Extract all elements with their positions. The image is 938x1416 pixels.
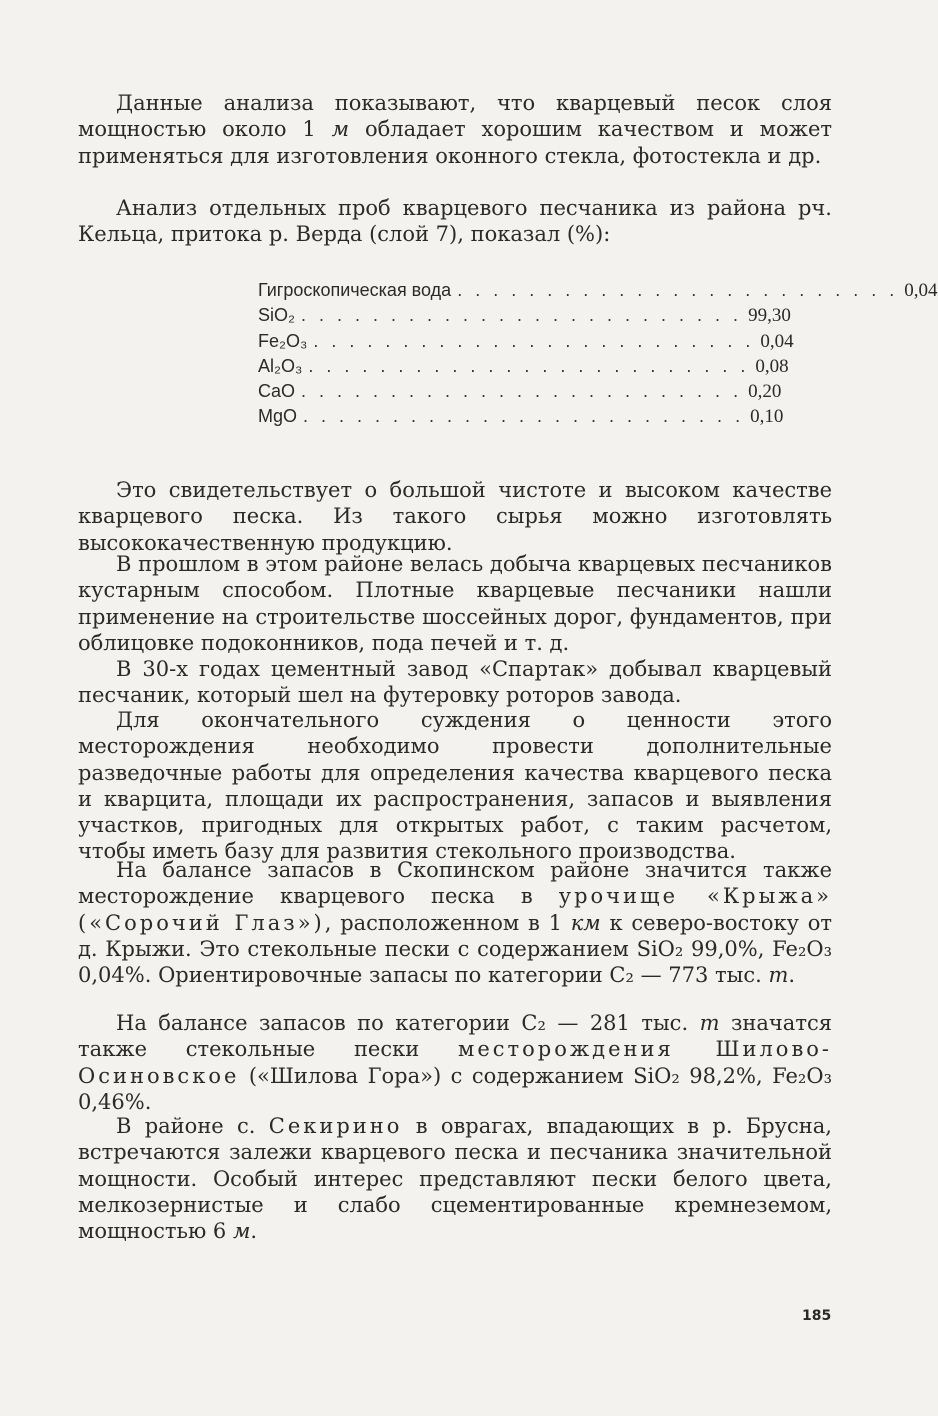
component-value: 0,08	[755, 355, 789, 377]
unit: м	[232, 1219, 251, 1244]
table-row	[258, 355, 789, 381]
component-name: CaO	[258, 381, 296, 402]
component-value: 0,04	[904, 280, 938, 301]
text: («Шилова Гора») с содержанием SiO₂ 98,2%, Fe₂O₃ 0,46%.	[78, 1063, 832, 1114]
page-number: 185	[802, 1308, 832, 1324]
text: в оврагах, впадающих в р. Брусна, встречаются залежи кварцевого песка и песчаника значительной мощности. Особый интерес представляют пески белого цвета, мелкозернистые и слабо сцементированные кремнеземом, мощностью 6	[78, 1114, 832, 1244]
spaced-name: Секирино	[268, 1114, 403, 1138]
leader-dots: . . . . . . . . . . . . . . . . . . . . . . . . .	[308, 355, 750, 376]
unit: т	[768, 963, 789, 988]
component-value: 0,04	[760, 330, 794, 352]
text: В районе с.	[116, 1114, 256, 1138]
text: На балансе запасов в Скопинском районе значится также месторождение кварцевого песка в	[78, 858, 832, 909]
paragraph-further-work: Для окончательного суждения о ценности этого месторождения необходимо провести дополнительные разведочные работы для определения качества кварцевого песка и кварцита, площади их распространения, запасов и выявления участков, пригодных для открытых работ, с таким расчетом, чтобы иметь базу для развития стекольного производства.	[78, 708, 832, 864]
leader-dots: . . . . . . . . . . . . . . . . . . . . . . . . .	[301, 381, 743, 402]
paragraph-purity: Это свидетельствует о большой чистоте и высоком качестве кварцевого песка. Из такого сырья можно изготовлять высококачественную продукцию.	[78, 478, 832, 555]
leader-dots: . . . . . . . . . . . . . . . . . . . . . . . . .	[303, 406, 745, 427]
table-row	[258, 280, 938, 305]
spaced-name: («Сорочий Глаз»)	[78, 910, 325, 935]
component-value: 0,10	[750, 406, 784, 428]
text: Данные анализа показывают, что кварцевый песок слоя мощностью около 1	[78, 91, 832, 142]
component-name: Гигроскопическая вода	[258, 280, 452, 300]
table-row	[258, 406, 784, 431]
paragraph-kryzha: На балансе запасов в Скопинском районе значится также месторождение кварцевого песка в урочище «Крыжа» («Сорочий Глаз»), расположенном в 1 км к северо-востоку от д. Крыжи. Это стекольные пески с содержанием SiO₂ 99,0%, Fe₂O₃ 0,04%. Ориентировочные запасы по категории C₂ — 773 тыс. т.	[78, 858, 833, 988]
paragraph-spartak: В 30-х годах цементный завод «Спартак» добывал кварцевый песчаник, который шел на футеровку роторов завода.	[78, 657, 832, 708]
component-value: 0,20	[748, 381, 782, 403]
table-row	[258, 381, 782, 406]
text: значатся также стекольные пески	[78, 1011, 832, 1062]
unit: м	[331, 117, 350, 142]
paragraph-sekirino: В районе с. Секирино в оврагах, впадающих в р. Брусна, встречаются залежи кварцевого песка и песчаника значительной мощности. Особый интерес представляют пески белого цвета, мелкозернистые и слабо сцементированные кремнеземом, мощностью 6 м.	[78, 1114, 832, 1244]
table-row	[258, 330, 794, 356]
unit: км	[570, 910, 601, 935]
unit: т	[699, 1011, 720, 1035]
text: , расположенном в 1	[324, 910, 562, 935]
paragraph-history: В прошлом в этом районе велась добыча кварцевых песчаников кустарным способом. Плотные кварцевые песчаники нашли применение на строительстве шоссейных дорог, фундаментов, при облицовке подоконников, пода печей и т. д.	[78, 552, 832, 655]
text: обладает хорошим качеством и может применяться для изготовления оконного стекла, фотостекла и др.	[78, 117, 833, 168]
component-name: SiO₂	[258, 305, 295, 326]
component-name: Al₂O₃	[258, 355, 303, 376]
component-name: Fe₂O₃	[258, 330, 308, 351]
leader-dots: . . . . . . . . . . . . . . . . . . . . . . . . .	[313, 330, 755, 351]
text: к северо-востоку от д. Крыжи. Это стекольные пески с содержанием SiO₂ 99,0%, Fe₂O₃ 0,04%. Ориентировочные запасы по категории C₂ — 773 тыс.	[78, 910, 833, 988]
spaced-name: месторождения Шилово-Осиновское	[78, 1037, 832, 1088]
paragraph-sand-quality	[78, 90, 832, 169]
spaced-name: урочище «Крыжа»	[558, 884, 832, 909]
paragraph-shilovo	[78, 1010, 832, 1115]
component-value: 99,30	[748, 305, 791, 327]
leader-dots: . . . . . . . . . . . . . . . . . . . . . . . . .	[457, 280, 899, 300]
component-name: MgO	[258, 406, 298, 427]
table-row	[258, 305, 791, 330]
analysis-table	[258, 280, 938, 432]
paragraph-analysis-intro: Анализ отдельных проб кварцевого песчаника из района рч. Кельца, притока р. Верда (слой 7), показал (%):	[78, 196, 832, 247]
leader-dots: . . . . . . . . . . . . . . . . . . . . . . . . .	[301, 305, 743, 326]
text: На балансе запасов по категории C₂ — 281 тыс.	[116, 1011, 689, 1035]
